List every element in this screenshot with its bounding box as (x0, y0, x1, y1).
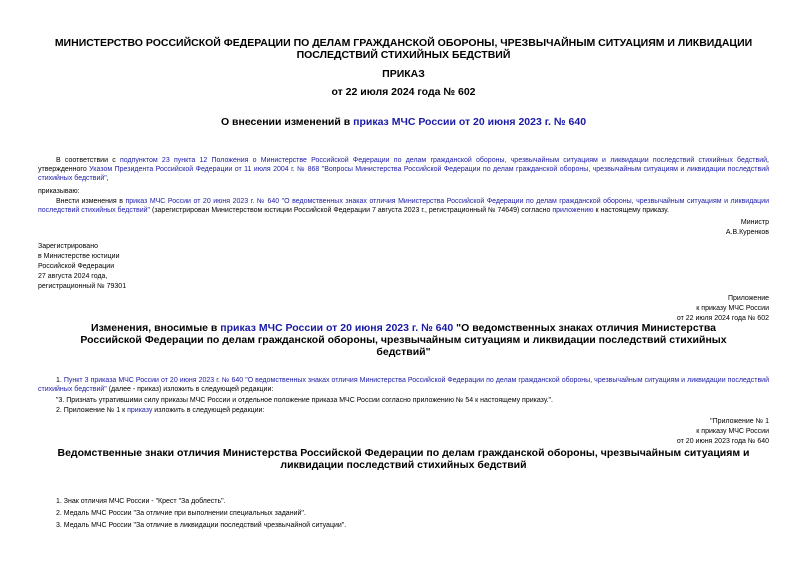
ministry-heading: МИНИСТЕРСТВО РОССИЙСКОЙ ФЕДЕРАЦИИ ПО ДЕЛАМ ГРАЖДАНСКОЙ ОБОРОНЫ, ЧРЕЗВЫЧАЙНЫМ СИТУАЦИЯМ И ЛИКВИДАЦИИ ПОСЛЕДСТВИЙ СТИХИЙНЫХ БЕДСТВИЙ (54, 37, 753, 61)
change-text: 2. Приложение № 1 к (56, 407, 128, 414)
change-text: (далее - приказ) изложить в следующей редакции: (106, 386, 274, 393)
annex-list-item: 3. Медаль МЧС России "За отличие в ликвидации последствий чрезвычайной ситуации". (56, 522, 347, 529)
signature-position: Министр (740, 219, 769, 226)
changes-title-suffix: "О ведомственных знаках отличия Министерства Российской Федерации по делам гражданской обороны, чрезвычайным ситуациям и ликвидации последствий стихийных бедствий" (80, 322, 727, 358)
registration-line: Российской Федерации (38, 263, 115, 270)
document-title-prefix: О внесении изменений в (220, 116, 354, 128)
order-point-3-link[interactable]: Пункт 3 приказа МЧС России от 20 июня 2023 г. № 640 "О ведомственных знаках отличия Министерства Российской Федерации по делам гражданской обороны, чрезвычайным ситуациям и ликвидации последствий стихийных бедствий" (38, 377, 769, 393)
preamble-text: , утвержденного (38, 157, 769, 173)
annex-line: от 20 июня 2023 года № 640 (676, 438, 769, 445)
changes-title-link[interactable]: приказ МЧС России от 20 июня 2023 г. № 640 (220, 322, 454, 334)
order-word: приказываю: (38, 188, 80, 195)
annex-line: к приказу МЧС России (696, 428, 769, 435)
regulation-link[interactable]: подпунктом 23 пункта 12 Положения о Министерстве Российской Федерации по делам гражданской обороны, чрезвычайным ситуациям и ликвидации последствий стихийных бедствий (119, 157, 768, 164)
appendix-reference (677, 294, 769, 324)
annex-line: "Приложение № 1 (710, 418, 769, 425)
registration-line: 27 августа 2024 года, (38, 273, 108, 280)
order-text: к настоящему приказу. (593, 207, 669, 214)
order-text: Внести изменения в (56, 198, 126, 205)
order-640-link[interactable]: приказ МЧС России от 20 июня 2023 г. № 640 "О ведомственных знаках отличия Министерства Российской Федерации по делам гражданской обороны, чрезвычайным ситуациям и ликвидации последствий стихийных бедствий" (38, 198, 770, 214)
registration-line: в Министерстве юстиции (38, 253, 120, 260)
annex-list-item: 1. Знак отличия МЧС России - "Крест "За доблесть". (56, 498, 226, 505)
registration-line: Зарегистрировано (38, 243, 98, 250)
change-quote: "3. Признать утратившими силу приказы МЧС России и отдельное положение приказа МЧС России согласно приложению № 54 к настоящему приказу.". (56, 397, 553, 404)
change-item-1 (38, 376, 769, 394)
order-paragraph (38, 197, 769, 215)
document-title-link[interactable]: приказ МЧС России от 20 июня 2023 г. № 640 (353, 116, 587, 128)
preamble-paragraph (38, 156, 769, 183)
appendix-line: к приказу МЧС России (696, 305, 769, 312)
decree-link[interactable]: Указом Президента Российской Федерации от 11 июля 2004 г. № 868 "Вопросы Министерства Российской Федерации по делам гражданской обороны, чрезвычайным ситуациям и ликвидации последствий стихийных бедствий" (38, 166, 770, 182)
signature-name: А.В.Куренков (725, 229, 769, 236)
document-title (30, 116, 777, 128)
registration-block (38, 242, 126, 292)
order-text: (зарегистрирован Министерством юстиции Российской Федерации 7 августа 2023 г., регистрационный № 74649) согласно (150, 207, 553, 214)
preamble-text: В соответствии с (56, 157, 120, 164)
annex-reference (677, 417, 769, 447)
annex-title: Ведомственные знаки отличия Министерства Российской Федерации по делам гражданской обороны, чрезвычайным ситуациям и ликвидации последствий стихийных бедствий (57, 447, 750, 471)
change-item-2 (38, 406, 769, 415)
appendix-line: от 22 июля 2024 года № 602 (676, 315, 769, 322)
document-type: ПРИКАЗ (382, 68, 425, 80)
preamble-text: , (106, 175, 109, 182)
appendix-link[interactable]: приложению (552, 207, 594, 214)
annex-list-item: 2. Медаль МЧС России "За отличие при выполнении специальных заданий". (56, 510, 306, 517)
change-number: 1. (56, 377, 64, 384)
order-link[interactable]: приказу (127, 407, 153, 414)
registration-line: регистрационный № 79301 (38, 283, 127, 290)
appendix-line: Приложение (727, 295, 769, 302)
change-text: изложить в следующей редакции: (152, 407, 265, 414)
changes-title (60, 322, 747, 358)
changes-title-prefix: Изменения, вносимые в (91, 322, 221, 334)
document-date-number: от 22 июля 2024 года № 602 (331, 86, 476, 98)
